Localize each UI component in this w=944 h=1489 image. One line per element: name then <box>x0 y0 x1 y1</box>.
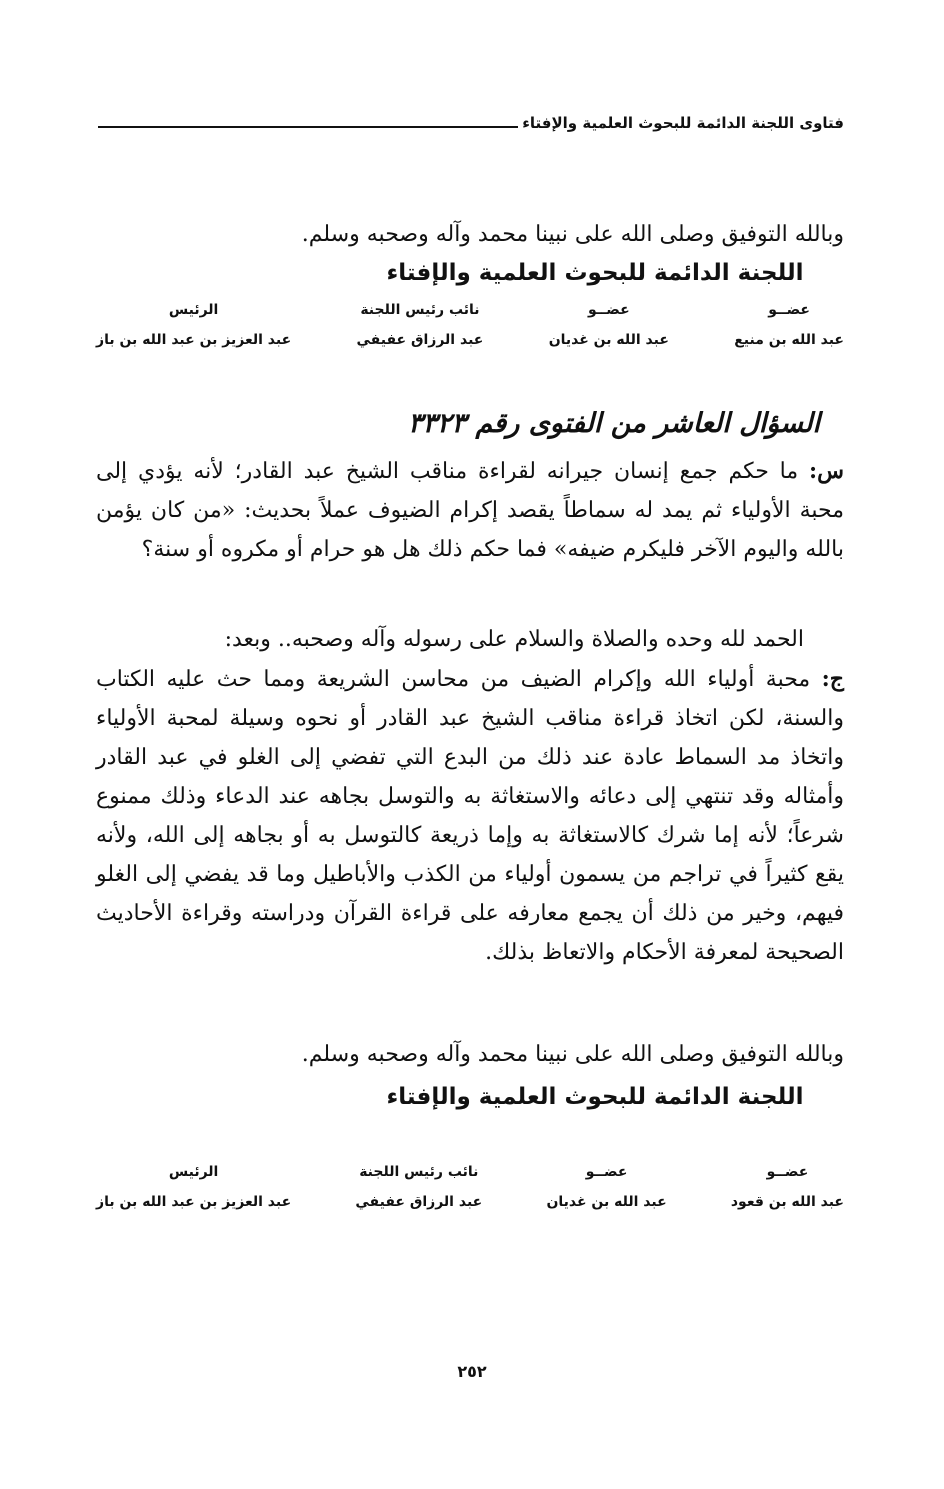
signatory-name: عبد الله بن قعود <box>730 1194 844 1210</box>
signatory <box>549 300 669 350</box>
question-text: ما حكم جمع إنسان جيرانه لقراءة مناقب الشيخ عبد القادر؛ لأنه يؤدي إلى محبة الأولياء ثم يمد له سماطاً يقصد إكرام الضيوف عملاً بحديث: «من كان يؤمن بالله واليوم الآخر فليكرم ضيفه» فما حكم ذلك هل هو حرام أو مكروه أو سنة؟ <box>96 459 844 562</box>
answer-paragraph <box>96 660 844 972</box>
answer-opening: الحمد لله وحده والصلاة والسلام على رسوله وآله وصحبه.. وبعد: <box>224 627 804 652</box>
committee-name: اللجنة الدائمة للبحوث العلمية والإفتاء <box>386 260 804 286</box>
signatory <box>355 1162 482 1212</box>
question-paragraph <box>96 452 844 569</box>
running-header <box>98 102 844 132</box>
signatory-role: عضــو <box>766 1164 809 1180</box>
signatory-role: الرئيس <box>168 1164 219 1180</box>
signatories-block <box>96 1162 844 1212</box>
signatory-role: عضــو <box>768 302 810 318</box>
signatory-name: عبد العزيز بن عبد الله بن باز <box>96 1194 292 1210</box>
answer-text: محبة أولياء الله وإكرام الضيف من محاسن الشريعة ومما حث عليه الكتاب والسنة، لكن اتخاذ قراءة مناقب الشيخ عبد القادر أو نحوه وسيلة لمحبة الأولياء واتخاذ مد السماط عادة عند ذلك من البدع التي تفضي إلى الغلو في عبد القادر وأمثاله وقد تنتهي إلى دعائه والاستغاثة به والتوسل بجاهه عند الدعاء وذلك ممنوع شرعاً؛ لأنه إما شرك كالاستغاثة به وإما ذريعة كالتوسل به أو بجاهه إلى الله، ولأنه يقع كثيراً في تراجم من يسمون أولياء من الكذب والأباطيل وما قد يفضي إلى الغلو فيهم، وخير من ذلك أن يجمع معارفه على قراءة القرآن ودراسته وقراءة الأحاديث الصحيحة لمعرفة الأحكام والاتعاظ بذلك. <box>96 667 844 965</box>
header-rule <box>98 126 518 128</box>
signatory <box>546 1162 666 1212</box>
signatory-name: عبد الرزاق عفيفي <box>356 332 484 348</box>
page-number: ٢٥٢ <box>457 1362 487 1381</box>
signatory-name: عبد الله بن غديان <box>548 332 669 348</box>
signatory <box>734 300 844 350</box>
signatory-role: الرئيس <box>168 302 219 318</box>
signatory-name: عبد الله بن منيع <box>734 332 844 348</box>
signatory <box>96 1162 291 1212</box>
signatory <box>731 1162 844 1212</box>
signatory-role: نائب رئيس اللجنة <box>359 1164 479 1180</box>
signatories-block <box>96 300 844 350</box>
answer-prefix: ج: <box>821 666 844 692</box>
signatory-name: عبد الله بن غديان <box>546 1194 667 1210</box>
closing-line: وبالله التوفيق وصلى الله على نبينا محمد وآله وصحبه وسلم. <box>301 222 844 247</box>
signatory-role: عضــو <box>587 302 630 318</box>
signatory-name: عبد العزيز بن عبد الله بن باز <box>96 332 292 348</box>
committee-name: اللجنة الدائمة للبحوث العلمية والإفتاء <box>386 1084 804 1110</box>
signatory-role: عضــو <box>585 1164 628 1180</box>
question-prefix: س: <box>809 458 845 484</box>
question-heading: السؤال العاشر من الفتوى رقم ٣٣٢٣ <box>408 408 820 439</box>
closing-line: وبالله التوفيق وصلى الله على نبينا محمد وآله وصحبه وسلم. <box>301 1042 844 1067</box>
signatory <box>96 300 291 350</box>
signatory-role: نائب رئيس اللجنة <box>360 302 480 318</box>
signatory-name: عبد الرزاق عفيفي <box>355 1194 483 1210</box>
running-title: فتاوى اللجنة الدائمة للبحوث العلمية والإفتاء <box>522 114 844 132</box>
signatory <box>357 300 484 350</box>
